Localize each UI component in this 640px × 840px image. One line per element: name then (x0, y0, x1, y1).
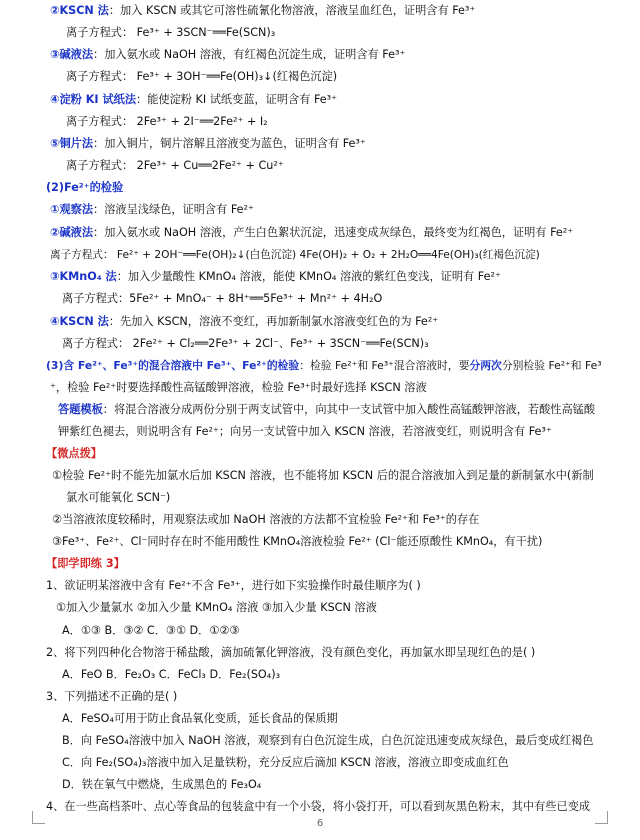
page-number: 6 (316, 818, 324, 829)
text-segment: ：能使淀粉 KI 试纸变蓝，证明含有 Fe³⁺ (136, 93, 338, 106)
question-text: 1、欲证明某溶液中含有 Fe²⁺不含 Fe³⁺，进行如下实验操作时最佳顺序为( ) (46, 579, 421, 592)
section-title: (2)Fe²⁺的检验 (46, 181, 124, 194)
options-line (62, 711, 338, 727)
text-segment: ⁺，检验 Fe²⁺时要选择酸性高锰酸钾溶液，检验 Fe³⁺时最好选择 KSCN 溶液 (50, 381, 427, 394)
text-segment: ：检验 Fe²⁺和 Fe³⁺混合溶液时，要 (299, 359, 470, 372)
text-line (50, 380, 427, 396)
equation-text: 离子方程式： 2Fe³⁺ + Cu══2Fe²⁺ + Cu²⁺ (66, 159, 284, 172)
note-title: 【微点拨】 (46, 447, 102, 460)
equation-line (62, 291, 382, 307)
options-line (62, 777, 261, 793)
text-segment: ：先加入 KSCN，溶液不变红，再加新制氯水溶液变红色的为 Fe²⁺ (108, 315, 439, 328)
method-title: ②碱液法 (50, 226, 94, 239)
text-line (58, 402, 595, 418)
text-line (50, 314, 438, 330)
text-line (50, 269, 501, 285)
text-segment: ：加入氨水或 NaOH 溶液，产生白色絮状沉淀，迅速变成灰绿色，最终变为红褐色，证明有 Fe²⁺ (93, 226, 574, 239)
text-segment: ：加入铜片，铜片溶解且溶液变为蓝色，证明含有 Fe³⁺ (93, 137, 366, 150)
text-segment: ：加入氨水或 NaOH 溶液，有红褐色沉淀生成，证明含有 Fe³⁺ (93, 48, 406, 61)
text-line (50, 202, 254, 218)
method-title: ②KSCN 法 (50, 4, 109, 17)
text-segment: ③Fe³⁺、Fe²⁺、Cl⁻同时存在时不能用酸性 KMnO₄溶液检验 Fe²⁺ (Cl⁻能还原酸性 KMnO₄，有干扰) (52, 535, 543, 548)
text-segment: ：加入少量酸性 KMnO₄ 溶液，能使 KMnO₄ 溶液的紫红色变浅，证明有 Fe²⁺ (116, 270, 501, 283)
method-title: ③碱液法 (50, 48, 94, 61)
options-text: A．FeO B．Fe₂O₃ C．FeCl₃ D．Fe₂(SO₄)₃ (62, 668, 281, 681)
options-line (62, 667, 280, 683)
equation-line (66, 69, 337, 85)
emphasis-text: 分两次 (469, 359, 502, 372)
equation-line (66, 114, 268, 130)
question-line (46, 578, 421, 594)
method-title: ④KSCN 法 (50, 315, 109, 328)
text-segment: 钾紫红色褪去，则说明含有 Fe²⁺；向另一支试管中加入 KSCN 溶液，若溶液变红，则说明含有 Fe³⁺ (58, 425, 552, 438)
text-line (50, 92, 337, 108)
equation-line (66, 158, 284, 174)
text-segment: 分别检验 Fe²⁺和 Fe³ (501, 359, 602, 372)
note-heading (46, 446, 102, 462)
template-title: 答题模板 (58, 403, 103, 416)
text-line (58, 424, 552, 440)
equation-text: 离子方程式： Fe³⁺ + 3SCN⁻══Fe(SCN)₃ (66, 26, 276, 39)
equation-text: 离子方程式：5Fe²⁺ + MnO₄⁻ + 8H⁺══5Fe³⁺ + Mn²⁺ + 4H₂O (62, 292, 383, 305)
text-line (46, 358, 602, 374)
equation-text: 离子方程式： Fe³⁺ + 3OH⁻══Fe(OH)₃↓(红褐色沉淀) (66, 70, 338, 83)
question-line (46, 645, 535, 661)
text-line (56, 600, 377, 616)
text-line (50, 136, 366, 152)
options-line (62, 755, 509, 771)
text-segment: ：溶液呈浅绿色，证明含有 Fe²⁺ (93, 203, 254, 216)
equation-line (50, 247, 540, 263)
question-text: 3、下列描述不正确的是( ) (46, 690, 178, 703)
practice-heading (46, 556, 125, 572)
text-segment: ①检验 Fe²⁺时不能先加氯水后加 KSCN 溶液，也不能将加 KSCN 后的混合溶液加入到足量的新制氯水中(新制 (52, 469, 594, 482)
text-line (52, 468, 594, 484)
text-line (52, 534, 542, 550)
section-heading (46, 180, 123, 196)
text-line (50, 3, 475, 19)
method-title: ①观察法 (50, 203, 94, 216)
text-line (66, 490, 170, 506)
section-title: (3)含 Fe²⁺、Fe³⁺的混合溶液中 Fe³⁺、Fe²⁺的检验 (46, 359, 300, 372)
practice-title: 【即学即练 3】 (46, 557, 125, 570)
equation-line (66, 25, 275, 41)
method-title: ⑤铜片法 (50, 137, 94, 150)
method-title: ③KMnO₄ 法 (50, 270, 117, 283)
options-text: A．①③ B．③② C．③① D．①②③ (62, 624, 240, 637)
question-text: 2、将下列四种化合物溶于稀盐酸，滴加硫氰化钾溶液，没有颜色变化，再加氯水即呈现红色的是( ) (46, 646, 536, 659)
options-text: D．铁在氧气中燃烧，生成黑色的 Fe₃O₄ (62, 778, 262, 791)
options-line (62, 623, 239, 639)
question-text: 4、在一些高档茶叶、点心等食品的包装盒中有一个小袋，将小袋打开，可以看到灰黑色粉末，其中有些已变成 (46, 800, 591, 813)
options-text: B．向 FeSO₄溶液中加入 NaOH 溶液，观察到有白色沉淀生成，白色沉淀迅速变成灰绿色，最后变成红褐色 (62, 734, 594, 747)
question-line (46, 799, 590, 815)
text-segment: ：加入 KSCN 或其它可溶性硫氰化物溶液，溶液呈血红色，证明含有 Fe³⁺ (108, 4, 476, 17)
text-segment: ①加入少量氯水 ②加入少量 KMnO₄ 溶液 ③加入少量 KSCN 溶液 (56, 601, 377, 614)
text-segment: ②当溶液浓度较稀时，用观察法或加 NaOH 溶液的方法都不宜检验 Fe²⁺和 Fe³⁺的存在 (52, 513, 480, 526)
equation-text: 离子方程式： 2Fe²⁺ + Cl₂══2Fe³⁺ + 2Cl⁻、Fe³⁺ + 3SCN⁻══Fe(SCN)₃ (62, 337, 429, 350)
text-line (50, 47, 405, 63)
equation-text: 离子方程式： 2Fe³⁺ + 2I⁻══2Fe²⁺ + I₂ (66, 115, 268, 128)
text-line (52, 512, 479, 528)
options-text: A．FeSO₄可用于防止食品氧化变质，延长食品的保质期 (62, 712, 338, 725)
options-text: C．向 Fe₂(SO₄)₃溶液中加入足量铁粉，充分反应后滴加 KSCN 溶液，溶液立即变成血红色 (62, 756, 509, 769)
question-line (46, 689, 177, 705)
equation-text: 离子方程式： Fe²⁺ + 2OH⁻══Fe(OH)₂↓(白色沉淀) 4Fe(OH)₂ + O₂ + 2H₂O══4Fe(OH)₃(红褐色沉淀) (50, 249, 540, 261)
equation-line (62, 336, 429, 352)
text-segment: 氯水可能氧化 SCN⁻) (66, 491, 171, 504)
options-line (62, 733, 593, 749)
method-title: ④淀粉 KI 试纸法 (50, 93, 137, 106)
text-line (50, 225, 573, 241)
text-segment: ：将混合溶液分成两份分别于两支试管中，向其中一支试管中加入酸性高锰酸钾溶液，若酸性高锰酸 (102, 403, 596, 416)
